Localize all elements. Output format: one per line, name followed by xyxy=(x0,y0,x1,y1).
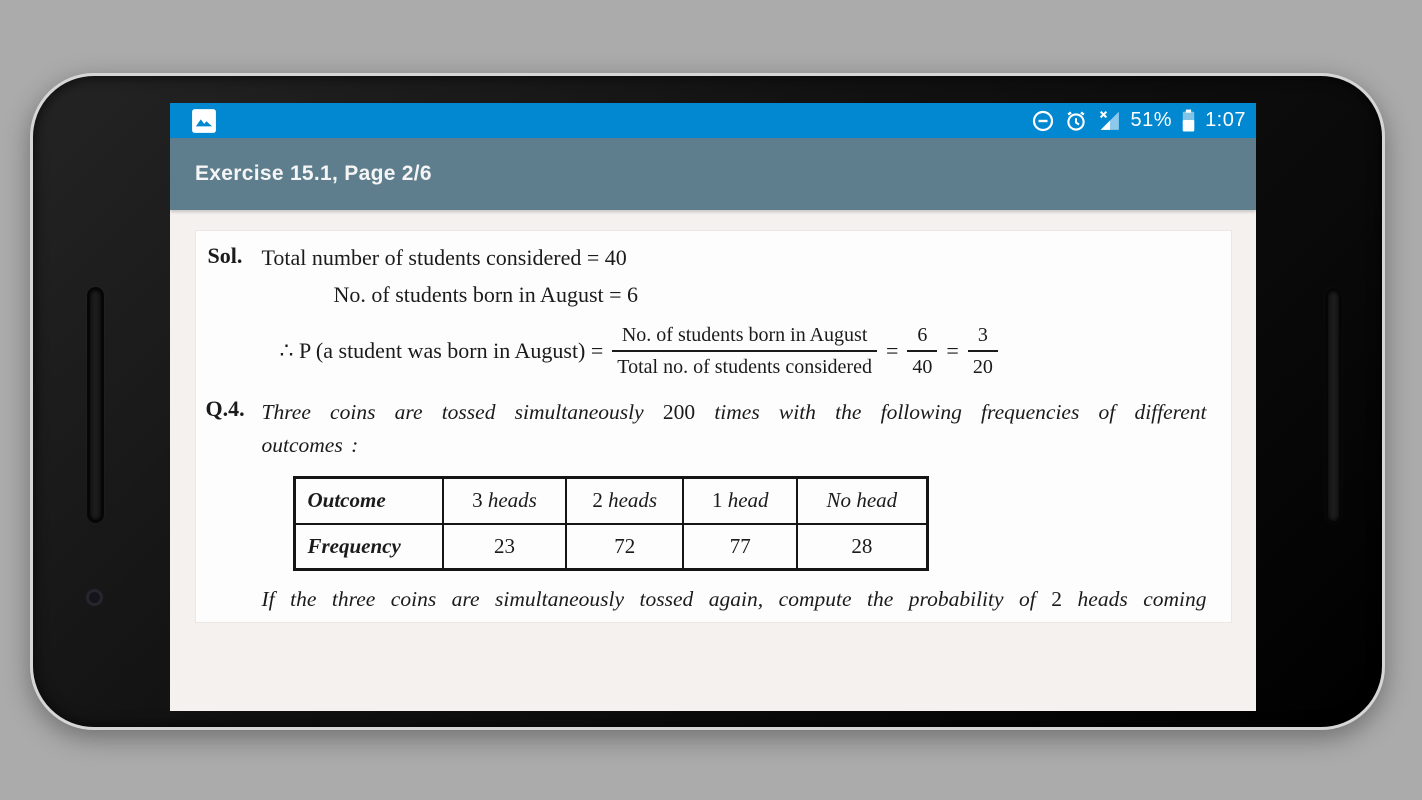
cell-number: 2 xyxy=(592,488,603,513)
question-closing-line xyxy=(262,584,1207,614)
cell-number: 3 xyxy=(472,488,483,513)
frequency-value-cell: 28 xyxy=(797,524,927,570)
battery-percent: 51% xyxy=(1130,109,1173,131)
frequency-table xyxy=(293,476,929,571)
signal-no-sim-icon xyxy=(1097,108,1122,133)
fraction-denominator: 20 xyxy=(972,356,993,378)
fraction-numerator: 6 xyxy=(907,323,937,352)
equals-sign: = xyxy=(946,338,959,363)
cell-word: heads xyxy=(487,488,537,513)
header-cell-no-head xyxy=(797,478,927,524)
cell-word: heads xyxy=(608,488,658,513)
device-screen xyxy=(170,103,1256,711)
question-label: Q.4. xyxy=(205,396,245,421)
fraction-6-40 xyxy=(907,323,937,379)
probability-equation xyxy=(280,323,1231,379)
question-text-line-1 xyxy=(262,396,1207,429)
page-scroll-area[interactable] xyxy=(170,210,1256,711)
cell-word: head xyxy=(856,488,898,513)
main-fraction xyxy=(612,323,877,379)
fraction-denominator: 40 xyxy=(912,356,933,378)
solution-line-2: No. of students born in August = 6 xyxy=(333,282,639,307)
question-text-line-2: outcomes : xyxy=(261,433,359,457)
header-cell-1-head xyxy=(683,478,797,524)
equals-sign: = xyxy=(885,338,899,363)
question-number: 200 xyxy=(662,400,696,424)
textbook-page xyxy=(196,231,1231,622)
front-camera xyxy=(86,589,103,606)
page-title: Exercise 15.1, Page 2/6 xyxy=(195,162,432,185)
cell-word: head xyxy=(727,488,769,513)
app-toolbar xyxy=(170,138,1256,210)
question-text-segment: times with the following frequencies of different xyxy=(714,400,1207,424)
left-speaker-grille xyxy=(87,287,104,523)
frequency-value-cell: 72 xyxy=(566,524,683,570)
question-text-segment: Three coins are tossed simultaneously xyxy=(261,400,644,424)
frequency-value-cell: 77 xyxy=(683,524,797,570)
clock-time: 1:07 xyxy=(1205,109,1246,131)
image-notification-icon xyxy=(191,108,217,134)
status-bar xyxy=(170,103,1256,138)
phone-frame xyxy=(30,73,1385,730)
right-speaker-grille xyxy=(1325,288,1342,524)
question-text xyxy=(262,396,1207,462)
header-cell-3-heads xyxy=(443,478,566,524)
cell-number: 1 xyxy=(711,488,723,513)
fraction-numerator: No. of students born in August xyxy=(612,323,877,352)
fraction-3-20 xyxy=(968,323,998,379)
solution-label: Sol. xyxy=(207,243,243,268)
cell-word: No xyxy=(826,488,852,513)
header-cell-2-heads xyxy=(566,478,683,524)
fraction-numerator: 3 xyxy=(968,323,998,352)
fraction-denominator: Total no. of students considered xyxy=(617,356,872,378)
equation-lead: ∴ P (a student was born in August) = xyxy=(279,338,604,363)
frequency-label-cell: Frequency xyxy=(294,524,443,570)
header-cell-outcome: Outcome xyxy=(294,478,443,524)
battery-icon xyxy=(1181,108,1196,133)
frequency-value-cell: 23 xyxy=(443,524,566,570)
closing-text-segment: If the three coins are simultaneously tossed again, compute the probability of xyxy=(261,587,1036,611)
table-frequency-row xyxy=(294,524,927,570)
solution-text-1: Total number of students considered = 40 xyxy=(261,245,627,270)
do-not-disturb-icon xyxy=(1031,109,1055,133)
solution-line-1 xyxy=(208,243,1231,273)
alarm-clock-icon xyxy=(1064,109,1088,133)
table-header-row xyxy=(294,478,927,524)
closing-number: 2 xyxy=(1051,587,1063,611)
question-4 xyxy=(206,396,1231,462)
closing-text-segment: heads coming xyxy=(1077,587,1207,611)
